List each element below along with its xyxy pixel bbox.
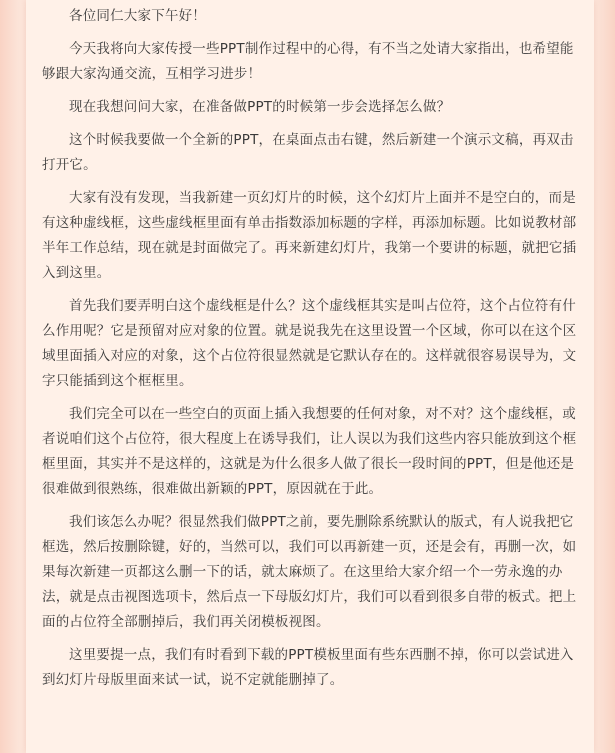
paragraph-insert-objects: 我们完全可以在一些空白的页面上插入我想要的任何对象，对不对？这个虚线框，或者说咱们这个占位符，很大程度上在诱导我们，让人误以为我们这些内容只能放到这个框框里面，其实并不是这样的，这就是为什么很多人做了很长一段时间的PPT，但是他还是很难做到很熟练，很难做出新颖的PPT，原因就在于此。: [42, 406, 577, 497]
paragraph-new-ppt: 这个时候我要做一个全新的PPT，在桌面点击右键，然后新建一个演示文稿，再双击打开它。: [42, 132, 574, 173]
paragraph-greeting: 各位同仁大家下午好！: [69, 8, 206, 24]
paragraph-placeholder-explained: 首先我们要弄明白这个虚线框是什么？这个虚线框其实是叫占位符，这个占位符有什么作用呢？它是预留对应对象的位置。就是说我先在这里设置一个区域，你可以在这个区域里面插入对应的对象，这个占位符很显然就是它默认存在的。这样就很容易误导为，文字只能插到这个框框里。: [42, 298, 577, 389]
document-page: [26, 0, 594, 753]
paragraph-intro: 今天我将向大家传授一些PPT制作过程中的心得，有不当之处请大家指出，也希望能够跟大家沟通交流，互相学习进步！: [42, 41, 574, 82]
right-decorative-border: [594, 0, 615, 753]
document-body: [42, 0, 582, 693]
paragraph-placeholder-frames: 大家有没有发现，当我新建一页幻灯片的时候，这个幻灯片上面并不是空白的，而是有这种虚线框，这些虚线框里面有单击指数添加标题的字样，再添加标题。比如说教材部半年工作总结，现在就是封面做完了。再来新建幻灯片，我第一个要讲的标题，就把它插入到这里。: [42, 190, 577, 281]
paragraph-template-tip: 这里要提一点，我们有时看到下载的PPT模板里面有些东西删不掉，你可以尝试进入到幻灯片母版里面来试一试，说不定就能删掉了。: [42, 647, 574, 688]
paragraph-question: 现在我想问问大家，在准备做PPT的时候第一步会选择怎么做？: [69, 99, 451, 115]
left-decorative-border: [0, 0, 26, 753]
paragraph-delete-layouts: 我们该怎么办呢？很显然我们做PPT之前，要先删除系统默认的版式，有人说我把它框选，然后按删除键，好的，当然可以，我们可以再新建一页，还是会有，再删一次，如果每次新建一页都这么删一下的话，就太麻烦了。在这里给大家介绍一个一劳永逸的办法，就是点击视图选项卡，然后点一下母版幻灯片，我们可以看到很多自带的板式。把上面的占位符全部删掉后，我们再关闭模板视图。: [42, 514, 577, 630]
